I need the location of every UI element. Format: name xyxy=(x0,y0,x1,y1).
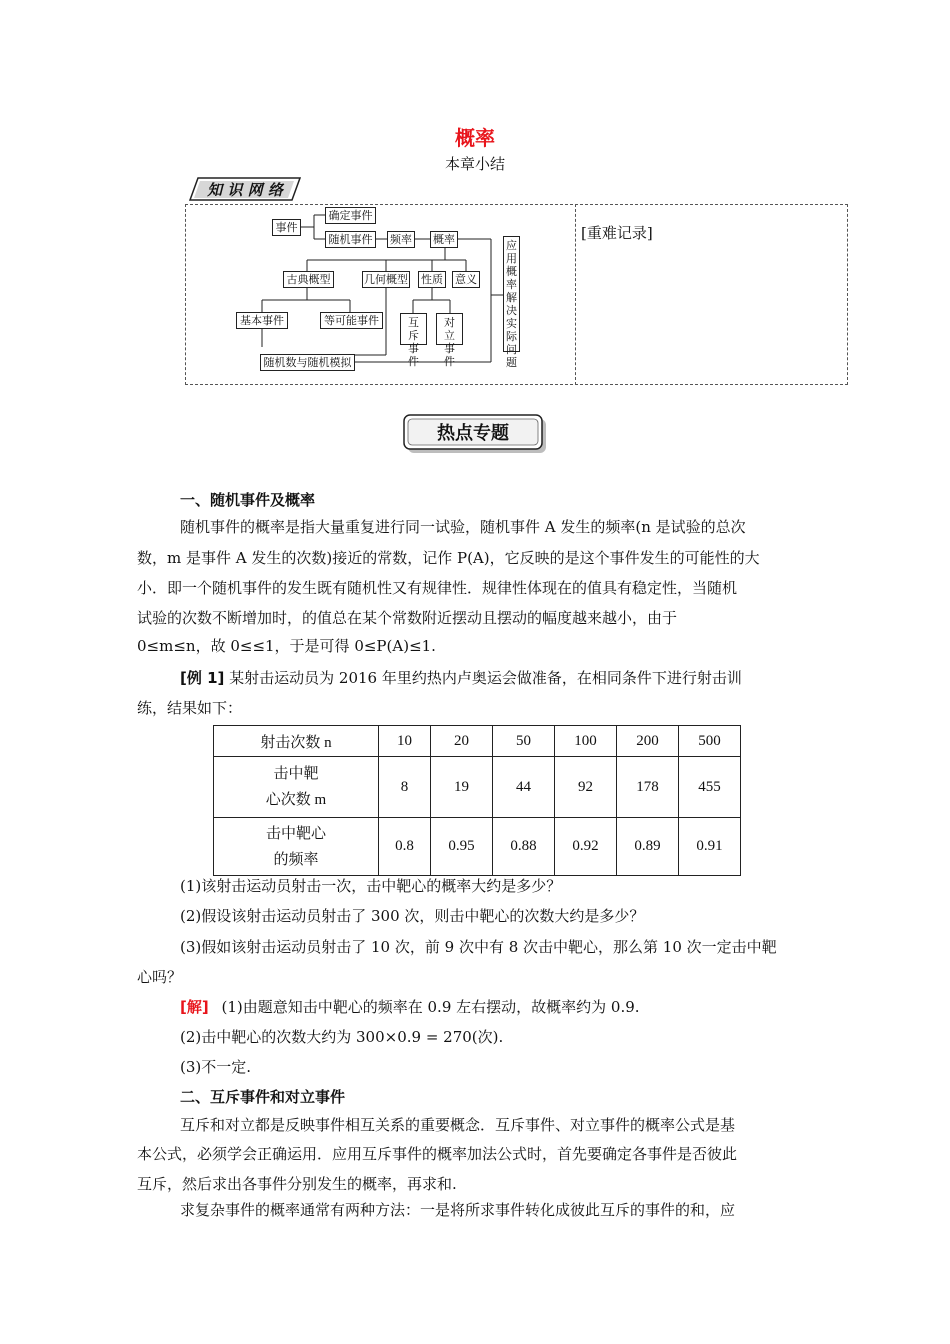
table-cell: 50 xyxy=(493,726,555,757)
table-cell: 0.8 xyxy=(379,818,431,876)
table-cell: 200 xyxy=(617,726,679,757)
freq-label-1: 击中靶心 xyxy=(265,825,326,842)
page-subtitle: 本章小结 xyxy=(444,155,505,173)
node-basic-event: 基本事件 xyxy=(236,312,288,329)
shooting-table xyxy=(213,725,741,876)
table-header-hits xyxy=(214,757,379,818)
banner-label: 知 识 网 络 xyxy=(207,181,283,199)
question-2: (2)假设该射击运动员射击了 300 次，则击中靶心的次数大约是多少？ xyxy=(180,907,645,925)
s1-p1-line5: 0≤m≤n，故 0≤≤1，于是可得 0≤P(A)≤1. xyxy=(137,637,436,655)
node-frequency: 频率 xyxy=(387,231,415,248)
solution-1: (1)由题意知击中靶心的频率在 0.9 左右摆动，故概率约为 0.9. xyxy=(221,998,640,1016)
table-row xyxy=(214,818,741,876)
question-3a: (3)假如该射击运动员射击了 10 次，前 9 次中有 8 次击中靶心，那么第 10 次一定击中靶 xyxy=(180,938,777,956)
solution-tag: [解] xyxy=(180,998,209,1016)
solution-3: (3)不一定. xyxy=(180,1058,252,1076)
node-mutex-event: 互斥事件 xyxy=(400,313,427,345)
table-cell: 20 xyxy=(431,726,493,757)
hot-topics-label: 热点专题 xyxy=(437,423,509,444)
table-cell: 0.89 xyxy=(617,818,679,876)
s2-p1-line2: 本公式，必须学会正确运用．应用互斥事件的概率加法公式时，首先要确定各事件是否彼此 xyxy=(137,1145,738,1163)
freq-label-2: 的频率 xyxy=(273,851,319,868)
node-probability: 概率 xyxy=(430,231,458,248)
question-1: (1)该射击运动员射击一次，击中靶心的概率大约是多少？ xyxy=(180,877,562,895)
solution-line1 xyxy=(180,996,640,1017)
node-equal-event: 等可能事件 xyxy=(320,312,383,329)
table-cell: 0.91 xyxy=(679,818,741,876)
section1-heading: 一、随机事件及概率 xyxy=(180,491,316,509)
node-property: 性质 xyxy=(418,271,446,288)
network-connectors xyxy=(0,0,950,400)
s1-p1-line4: 试验的次数不断增加时，的值总在某个常数附近摆动且摆动的幅度越来越小，由于 xyxy=(137,609,678,627)
s2-p1-line1: 互斥和对立都是反映事件相互关系的重要概念．互斥事件、对立事件的概率公式是基 xyxy=(180,1116,736,1134)
table-cell: 500 xyxy=(679,726,741,757)
node-certain-event: 确定事件 xyxy=(325,207,376,224)
table-cell: 92 xyxy=(555,757,617,818)
node-classical-model: 古典概型 xyxy=(283,271,334,288)
example-text1: 某射击运动员为 2016 年里约热内卢奥运会做准备，在相同条件下进行射击训 xyxy=(229,669,742,687)
table-cell: 100 xyxy=(555,726,617,757)
question-3b: 心吗？ xyxy=(137,968,183,986)
example-text2: 练，结果如下： xyxy=(137,699,243,717)
table-cell: 19 xyxy=(431,757,493,818)
s1-p1-line2: 数，m 是事件 A 发生的次数)接近的常数，记作 P(A)，它反映的是这个事件发生的可能性的大 xyxy=(137,549,760,567)
node-event: 事件 xyxy=(272,219,301,236)
table-cell: 44 xyxy=(493,757,555,818)
table-cell: 0.88 xyxy=(493,818,555,876)
table-cell: 455 xyxy=(679,757,741,818)
node-random-simulation: 随机数与随机模拟 xyxy=(260,354,355,371)
table-cell: 8 xyxy=(379,757,431,818)
table-header-frequency xyxy=(214,818,379,876)
node-random-event: 随机事件 xyxy=(325,231,376,248)
s1-p1-line1: 随机事件的概率是指大量重复进行同一试验，随机事件 A 发生的频率(n 是试验的总次 xyxy=(180,518,746,536)
table-cell: 0.92 xyxy=(555,818,617,876)
page-title: 概率 xyxy=(455,126,495,150)
table-header-shots: 射击次数 n xyxy=(214,726,379,757)
node-opposite-event: 对立事件 xyxy=(436,313,463,345)
example-line1 xyxy=(180,667,742,688)
hits-label-1: 击中靶 xyxy=(273,766,319,782)
example-tag: [例 1] xyxy=(180,669,225,687)
s2-p2-line1: 求复杂事件的概率通常有两种方法：一是将所求事件转化成彼此互斥的事件的和，应 xyxy=(180,1201,736,1219)
hot-topics-badge xyxy=(403,414,547,454)
s1-p1-line3: 小．即一个随机事件的发生既有随机性又有规律性．规律性体现在的值具有稳定性，当随机 xyxy=(137,579,738,597)
node-geometric-model: 几何概型 xyxy=(364,273,408,286)
node-application: 应用概率解决实际问题 xyxy=(503,236,520,352)
table-cell: 10 xyxy=(379,726,431,757)
section2-heading: 二、互斥事件和对立事件 xyxy=(180,1088,346,1106)
node-meaning: 意义 xyxy=(452,271,480,288)
solution-2: (2)击中靶心的次数大约为 300×0.9 = 270(次). xyxy=(180,1028,504,1046)
table-cell: 0.95 xyxy=(431,818,493,876)
record-label: [重难记录] xyxy=(581,224,653,242)
s2-p1-line3: 互斥，然后求出各事件分别发生的概率，再求和. xyxy=(137,1175,457,1193)
table-cell: 178 xyxy=(617,757,679,818)
table-row xyxy=(214,757,741,818)
table-row xyxy=(214,726,741,757)
hits-label-2: 心次数 m xyxy=(265,792,327,808)
